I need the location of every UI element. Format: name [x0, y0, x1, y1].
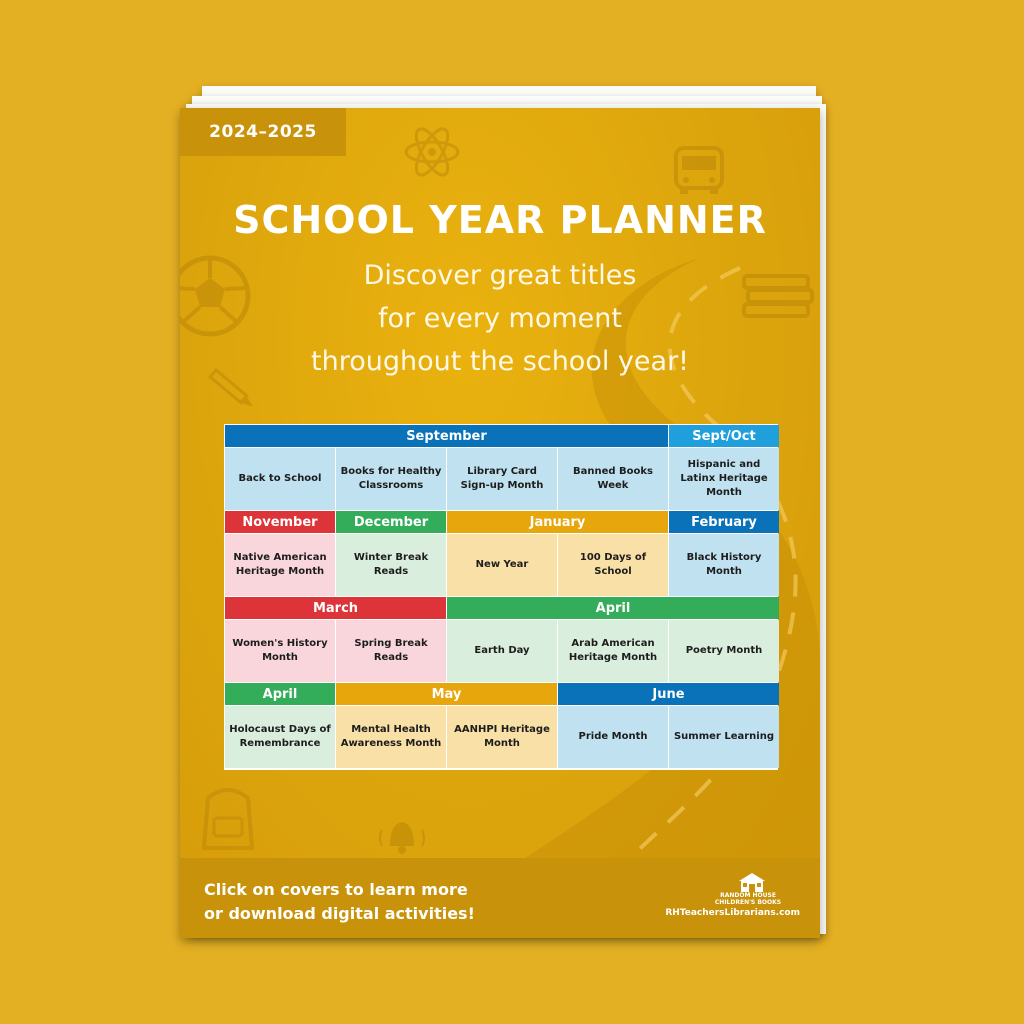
month-header-may: May [336, 683, 557, 705]
event-summer-learning[interactable]: Summer Learning [669, 706, 779, 768]
planner-page [180, 108, 820, 938]
event-mental-health[interactable]: Mental Health Awareness Month [336, 706, 446, 768]
event-back-to-school[interactable]: Back to School [225, 448, 335, 510]
publisher-url[interactable]: RHTeachersLibrarians.com [665, 908, 800, 918]
event-banned-books[interactable]: Banned Books Week [558, 448, 668, 510]
event-library-card[interactable]: Library Card Sign-up Month [447, 448, 557, 510]
event-black-history[interactable]: Black History Month [669, 534, 779, 596]
event-poetry-month[interactable]: Poetry Month [669, 620, 779, 682]
subtitle-line-1: Discover great titles [363, 260, 637, 291]
month-header-sept-oct: Sept/Oct [669, 425, 779, 447]
subtitle-line-3: throughout the school year! [311, 346, 689, 377]
event-new-year[interactable]: New Year [447, 534, 557, 596]
event-books-healthy-classrooms[interactable]: Books for Healthy Classrooms [336, 448, 446, 510]
bell-icon [380, 822, 424, 854]
event-womens-history[interactable]: Women's History Month [225, 620, 335, 682]
cta-line-2: or download digital activities! [204, 904, 475, 923]
month-header-april: April [447, 597, 779, 619]
event-native-american-heritage[interactable]: Native American Heritage Month [225, 534, 335, 596]
publisher-brand[interactable] [650, 872, 800, 918]
backpack-icon [204, 790, 252, 848]
school-bus-icon [676, 148, 722, 194]
event-pride-month[interactable]: Pride Month [558, 706, 668, 768]
subtitle-line-2: for every moment [377, 303, 622, 334]
month-header-february: February [669, 511, 779, 533]
month-calendar-grid [224, 424, 778, 770]
event-100-days[interactable]: 100 Days of School [558, 534, 668, 596]
event-aanhpi-heritage[interactable]: AANHPI Heritage Month [447, 706, 557, 768]
footer-call-to-action [204, 878, 475, 926]
event-winter-break[interactable]: Winter Break Reads [336, 534, 446, 596]
month-header-november: November [225, 511, 335, 533]
publisher-name: RANDOM HOUSE CHILDREN'S BOOKS [714, 892, 782, 906]
month-header-march: March [225, 597, 446, 619]
atom-icon [406, 124, 458, 179]
month-header-april-2: April [225, 683, 335, 705]
cta-line-1: Click on covers to learn more [204, 880, 468, 899]
planner-subtitle [180, 254, 820, 383]
publisher-house-icon [739, 872, 765, 892]
event-spring-break[interactable]: Spring Break Reads [336, 620, 446, 682]
event-holocaust-remembrance[interactable]: Holocaust Days of Remembrance [225, 706, 335, 768]
school-year-tab: 2024–2025 [180, 108, 346, 156]
event-hispanic-heritage[interactable]: Hispanic and Latinx Heritage Month [669, 448, 779, 510]
month-header-january: January [447, 511, 668, 533]
event-earth-day[interactable]: Earth Day [447, 620, 557, 682]
month-header-june: June [558, 683, 779, 705]
planner-title: SCHOOL YEAR PLANNER [233, 198, 767, 242]
event-arab-american-heritage[interactable]: Arab American Heritage Month [558, 620, 668, 682]
month-header-september: September [225, 425, 668, 447]
planner-footer [180, 858, 820, 938]
month-header-december: December [336, 511, 446, 533]
